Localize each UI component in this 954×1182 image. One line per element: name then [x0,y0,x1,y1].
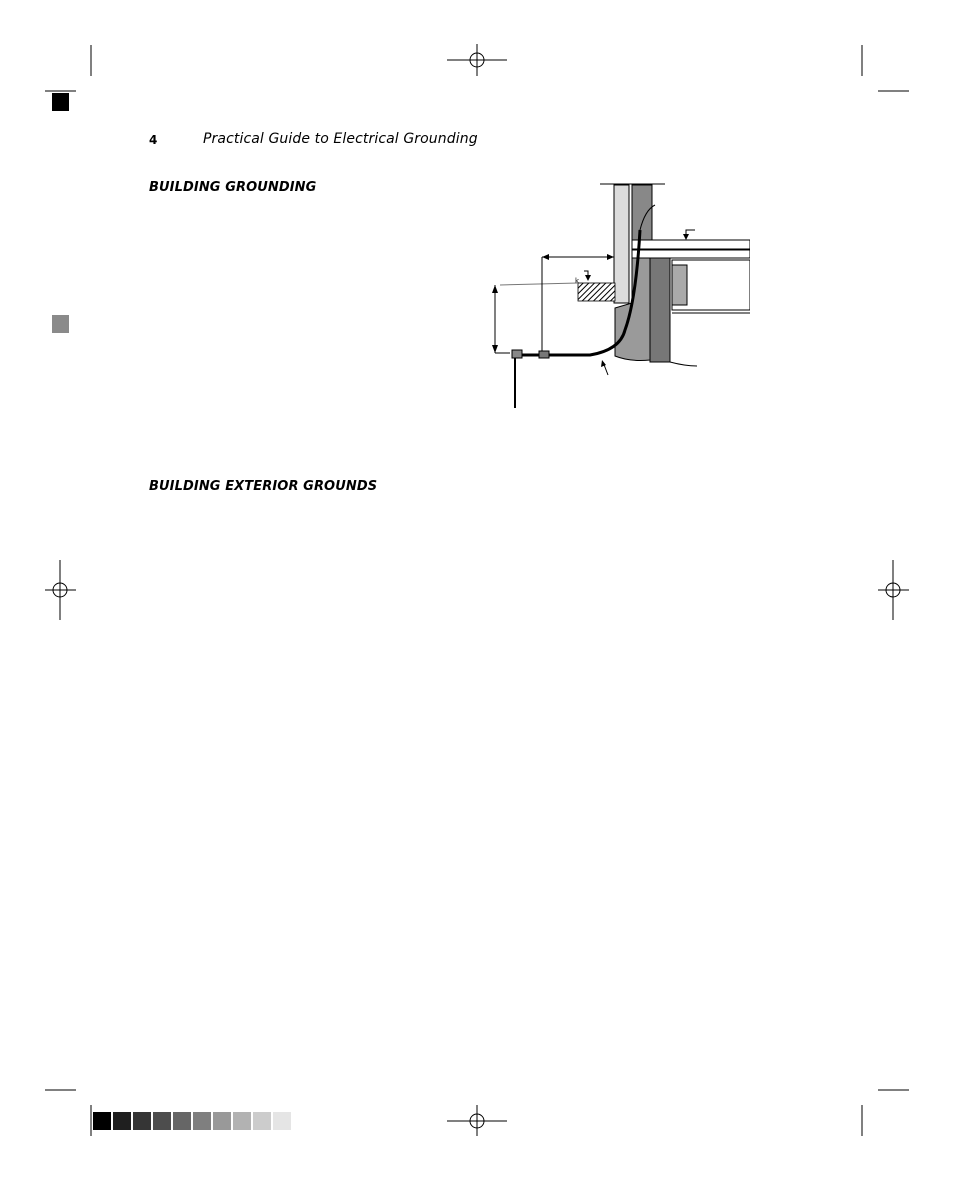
grade-line [500,283,578,285]
color-swatch [113,1112,131,1130]
color-swatch [153,1112,171,1130]
sill-plate [632,240,750,249]
registration-target-top [447,44,507,76]
color-swatch [173,1112,191,1130]
ground-clamp [539,351,549,358]
siding-panel [614,185,629,303]
registration-block-gray [52,315,69,333]
foundation-wall-inner [650,258,670,362]
soil-hatch [578,283,615,301]
svg-text:k: k [575,277,580,285]
floor-joist-end [672,265,687,305]
color-swatch [93,1112,111,1130]
section-heading-building-exterior-grounds: BUILDING EXTERIOR GROUNDS [149,479,378,494]
color-swatch [273,1112,291,1130]
color-swatch [193,1112,211,1130]
registration-target-right [878,560,909,620]
ground-rod-head [512,350,522,358]
running-title: Practical Guide to Electrical Grounding [203,131,478,147]
color-swatch [253,1112,271,1130]
color-calibration-bar [93,1112,293,1130]
color-swatch [133,1112,151,1130]
registration-target-left [45,560,76,620]
color-swatch [233,1112,251,1130]
building-foundation-diagram [488,180,750,412]
registration-block-black [52,93,69,111]
rim-joist [632,250,750,258]
stud-wall [632,185,652,245]
color-swatch [213,1112,231,1130]
section-heading-building-grounding: BUILDING GROUNDING [149,180,317,195]
page-number: 4 [149,133,158,147]
registration-target-bottom [447,1105,507,1136]
